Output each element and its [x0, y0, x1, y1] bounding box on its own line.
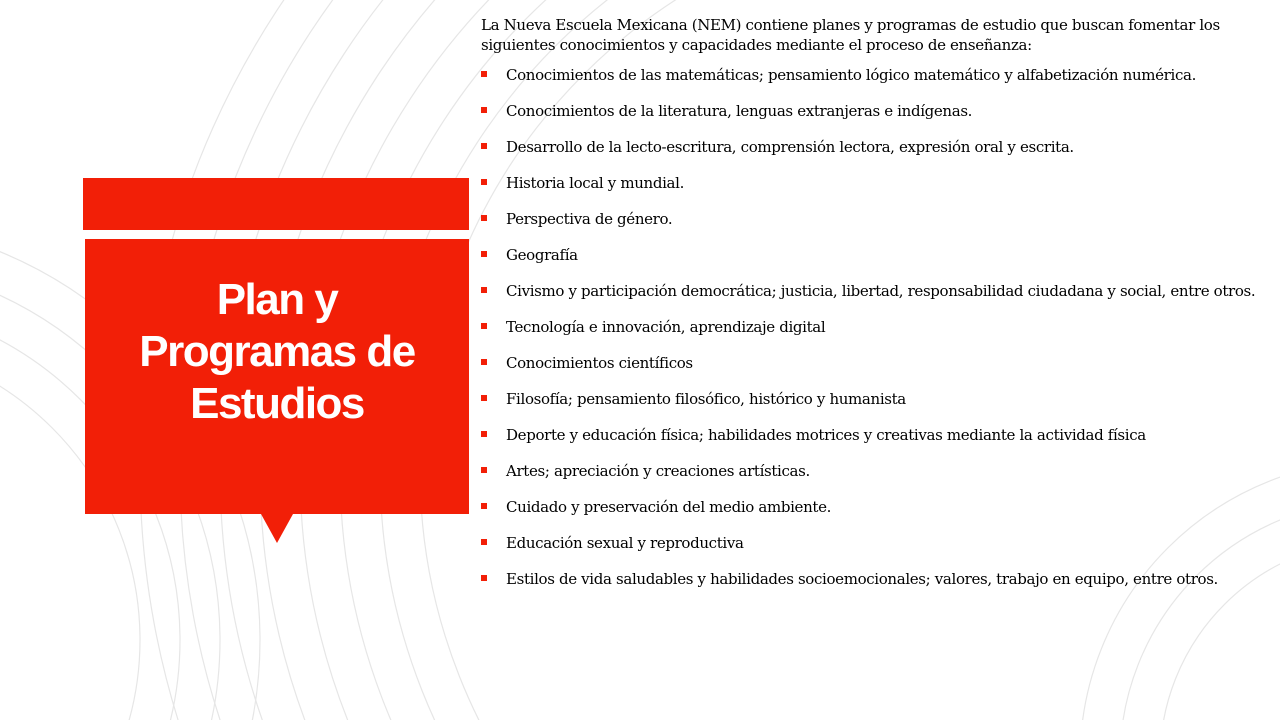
- square-bullet-icon: [481, 539, 487, 545]
- square-bullet-icon: [481, 179, 487, 185]
- list-item: [481, 172, 1267, 194]
- square-bullet-icon: [481, 323, 487, 329]
- list-item-text: Perspectiva de género.: [506, 210, 673, 228]
- list-item: [481, 64, 1267, 86]
- list-item-text: Conocimientos de las matemáticas; pensamiento lógico matemático y alfabetización numérica.: [506, 66, 1197, 84]
- square-bullet-icon: [481, 395, 487, 401]
- square-bullet-icon: [481, 287, 487, 293]
- list-item: [481, 532, 1267, 554]
- list-item-text: Historia local y mundial.: [506, 174, 684, 192]
- square-bullet-icon: [481, 359, 487, 365]
- title-callout: [85, 239, 469, 514]
- bullet-list: [481, 64, 1267, 590]
- content-panel: [481, 15, 1267, 604]
- list-item: [481, 100, 1267, 122]
- intro-paragraph: La Nueva Escuela Mexicana (NEM) contiene planes y programas de estudio que buscan fomentar los siguientes conocimientos y capacidades mediante el proceso de enseñanza:: [481, 16, 1220, 54]
- list-item-text: Artes; apreciación y creaciones artísticas.: [506, 462, 810, 480]
- list-item: [481, 460, 1267, 482]
- list-item: [481, 244, 1267, 266]
- list-item: [481, 568, 1267, 590]
- list-item: [481, 352, 1267, 374]
- list-item-text: Filosofía; pensamiento filosófico, histórico y humanista: [506, 390, 906, 408]
- list-item-text: Conocimientos científicos: [506, 354, 693, 372]
- list-item: [481, 496, 1267, 518]
- accent-bar: [83, 178, 469, 230]
- square-bullet-icon: [481, 107, 487, 113]
- list-item-text: Conocimientos de la literatura, lenguas extranjeras e indígenas.: [506, 102, 973, 120]
- list-item: [481, 208, 1267, 230]
- square-bullet-icon: [481, 251, 487, 257]
- slide-title: Plan y Programas de Estudios: [139, 274, 415, 428]
- square-bullet-icon: [481, 143, 487, 149]
- list-item: [481, 280, 1267, 302]
- list-item-text: Desarrollo de la lecto-escritura, comprensión lectora, expresión oral y escrita.: [506, 138, 1074, 156]
- list-item-text: Geografía: [506, 246, 578, 264]
- list-item-text: Tecnología e innovación, aprendizaje digital: [506, 318, 826, 336]
- square-bullet-icon: [481, 575, 487, 581]
- list-item: [481, 388, 1267, 410]
- list-item-text: Cuidado y preservación del medio ambiente.: [506, 498, 832, 516]
- square-bullet-icon: [481, 431, 487, 437]
- list-item-text: Civismo y participación democrática; justicia, libertad, responsabilidad ciudadana y social, entre otros.: [506, 282, 1256, 300]
- list-item-text: Estilos de vida saludables y habilidades socioemocionales; valores, trabajo en equipo, entre otros.: [506, 570, 1218, 588]
- square-bullet-icon: [481, 71, 487, 77]
- square-bullet-icon: [481, 503, 487, 509]
- square-bullet-icon: [481, 215, 487, 221]
- list-item-text: Educación sexual y reproductiva: [506, 534, 744, 552]
- list-item: [481, 316, 1267, 338]
- list-item: [481, 136, 1267, 158]
- square-bullet-icon: [481, 467, 487, 473]
- list-item-text: Deporte y educación física; habilidades motrices y creativas mediante la actividad física: [506, 426, 1146, 444]
- list-item: [481, 424, 1267, 446]
